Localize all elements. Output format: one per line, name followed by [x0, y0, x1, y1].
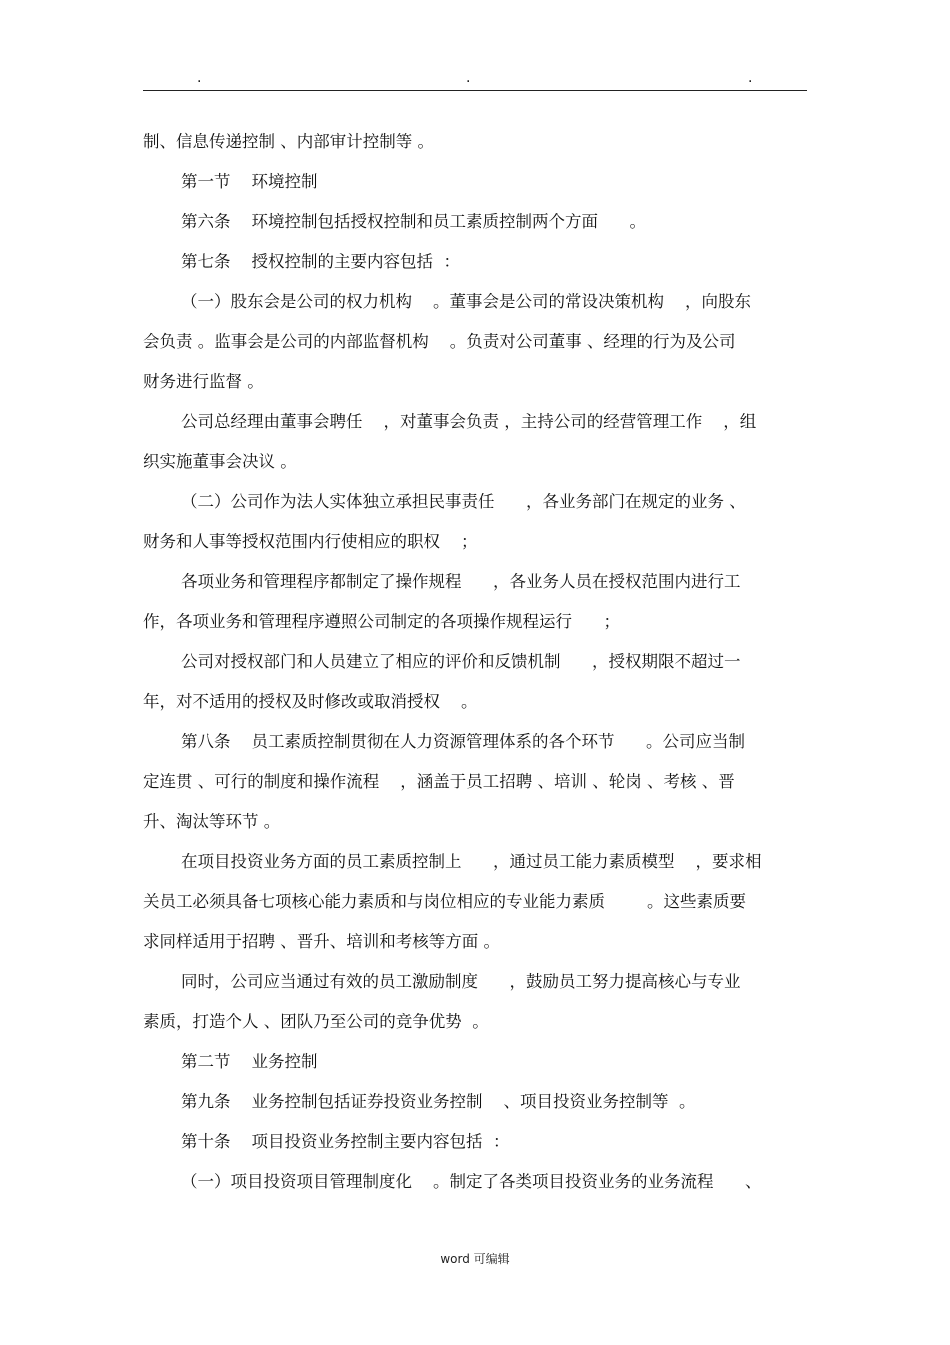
- text-line: 同时，公司应当通过有效的员工激励制度 ，鼓励员工努力提高核心与专业: [181, 972, 741, 991]
- text-line: （一）股东会是公司的权力机构 。董事会是公司的常设决策机构 ，向股东: [181, 292, 751, 311]
- text-line: 年，对不适用的授权及时修改或取消授权 。: [143, 692, 478, 711]
- text-line: 第一节 环境控制: [181, 172, 318, 191]
- header-dot-center: .: [466, 70, 471, 86]
- text-line: 会负责 。监事会是公司的内部监督机构 。负责对公司董事 、经理的行为及公司: [143, 332, 736, 351]
- text-line: 素质，打造个人 、团队乃至公司的竞争优势 。: [143, 1012, 489, 1031]
- text-line: 第二节 业务控制: [181, 1052, 318, 1071]
- text-line: 升、淘汰等环节 。: [143, 812, 281, 831]
- header-dot-right: .: [748, 70, 753, 86]
- text-line: （一）项目投资项目管理制度化 。制定了各类项目投资业务的业务流程 、: [181, 1172, 762, 1191]
- text-line: 第九条 业务控制包括证券投资业务控制 、项目投资业务控制等 。: [181, 1092, 696, 1111]
- page-footer: word 可编辑: [440, 1252, 510, 1266]
- text-line: 作，各项业务和管理程序遵照公司制定的各项操作规程运行 ；: [143, 612, 620, 631]
- text-line: 财务进行监督 。: [143, 372, 264, 391]
- text-line: 公司总经理由董事会聘任 ，对董事会负责 ，主持公司的经营管理工作 ，组: [181, 412, 757, 431]
- document-body: [143, 122, 807, 1202]
- text-line: 求同样适用于招聘 、晋升、培训和考核等方面 。: [143, 932, 500, 951]
- text-line: 公司对授权部门和人员建立了相应的评价和反馈机制 ，授权期限不超过一: [181, 652, 741, 671]
- text-line: 第六条 环境控制包括授权控制和员工素质控制两个方面 。: [181, 212, 646, 231]
- header-rule: [143, 90, 807, 91]
- header-dot-left: .: [197, 70, 202, 86]
- text-line: 定连贯 、可行的制度和操作流程 ，涵盖于员工招聘 、培训 、轮岗 、考核 、晋: [143, 772, 735, 791]
- text-line: 各项业务和管理程序都制定了操作规程 ，各业务人员在授权范围内进行工: [181, 572, 741, 591]
- text-line: 第七条 授权控制的主要内容包括 ：: [181, 252, 460, 271]
- text-line: 第八条 员工素质控制贯彻在人力资源管理体系的各个环节 。公司应当制: [181, 732, 745, 751]
- header-dots: [143, 68, 807, 88]
- text-line: 在项目投资业务方面的员工素质控制上 ，通过员工能力素质模型 ，要求相: [181, 852, 762, 871]
- text-line: 关员工必须具备七项核心能力素质和与岗位相应的专业能力素质 。这些素质要: [143, 892, 746, 911]
- text-line: （二）公司作为法人实体独立承担民事责任 ，各业务部门在规定的业务 、: [181, 492, 746, 511]
- text-line: 织实施董事会决议 。: [143, 452, 297, 471]
- text-line: 制、信息传递控制 、内部审计控制等 。: [143, 132, 434, 151]
- text-line: 第十条 项目投资业务控制主要内容包括 ：: [181, 1132, 510, 1151]
- text-line: 财务和人事等授权范围内行使相应的职权 ；: [143, 532, 478, 551]
